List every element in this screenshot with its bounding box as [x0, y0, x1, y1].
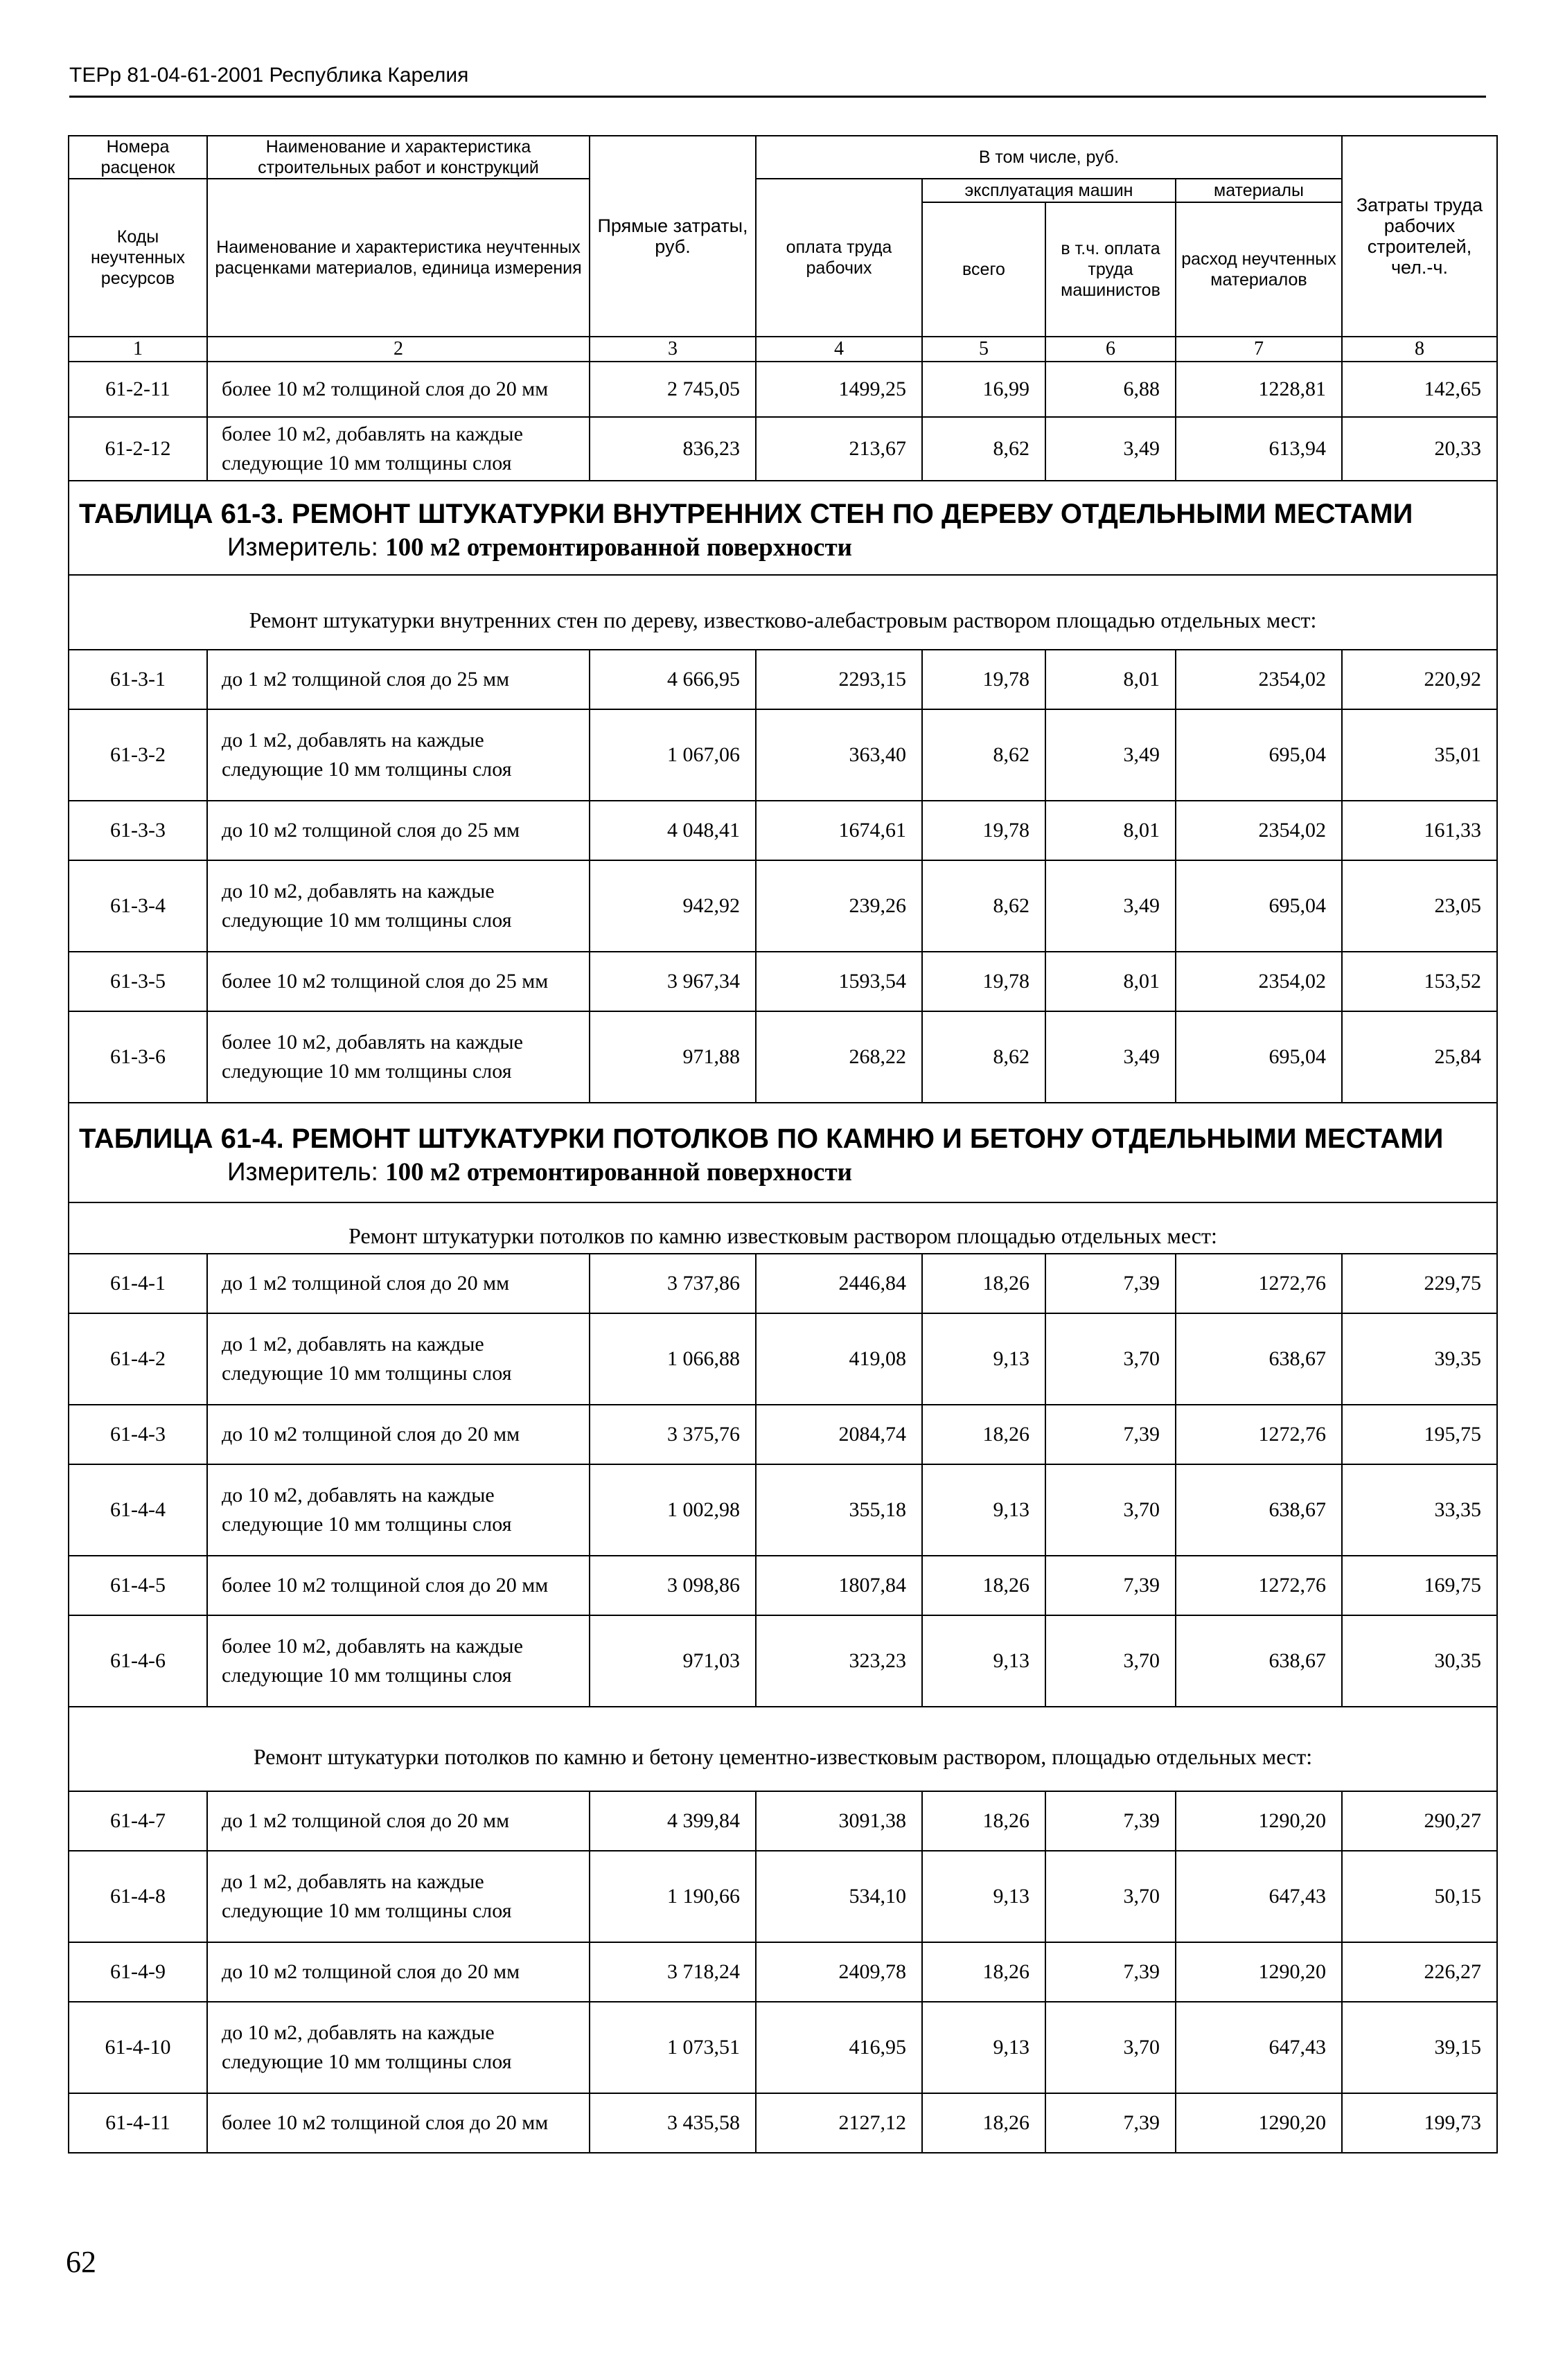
materials-cell: 1290,20	[1176, 2093, 1342, 2153]
direct-costs-cell: 1 067,06	[590, 709, 756, 801]
labor-cell: 199,73	[1342, 2093, 1497, 2153]
machines-cell: 9,13	[922, 2002, 1045, 2093]
work-description: более 10 м2, добавлять на каждые следующие 10 мм толщины слоя	[207, 417, 590, 481]
labor-cell: 226,27	[1342, 1942, 1497, 2002]
rate-code: 61-4-3	[69, 1405, 207, 1464]
direct-costs-cell: 4 666,95	[590, 650, 756, 709]
wages-cell: 355,18	[756, 1464, 922, 1556]
wages-cell: 1499,25	[756, 362, 922, 417]
labor-cell: 39,35	[1342, 1313, 1497, 1405]
machines-wages-cell: 7,39	[1045, 1942, 1176, 2002]
col-number: 7	[1176, 337, 1342, 362]
hdr-materials-unaccounted: расход неучтенных материалов	[1176, 202, 1342, 337]
machines-cell: 18,26	[922, 1405, 1045, 1464]
materials-cell: 1290,20	[1176, 1791, 1342, 1851]
materials-cell: 2354,02	[1176, 801, 1342, 860]
rate-code: 61-4-4	[69, 1464, 207, 1556]
work-description: более 10 м2 толщиной слоя до 20 мм	[207, 362, 590, 417]
machines-cell: 9,13	[922, 1851, 1045, 1942]
table-row	[69, 1254, 1497, 1313]
rate-code: 61-4-9	[69, 1942, 207, 2002]
machines-wages-cell: 8,01	[1045, 952, 1176, 1011]
machines-cell: 9,13	[922, 1615, 1045, 1707]
machines-wages-cell: 7,39	[1045, 2093, 1176, 2153]
wages-cell: 268,22	[756, 1011, 922, 1103]
materials-cell: 638,67	[1176, 1615, 1342, 1707]
section-row	[69, 1707, 1497, 1791]
wages-cell: 2409,78	[756, 1942, 922, 2002]
rate-code: 61-3-2	[69, 709, 207, 801]
col-number: 5	[922, 337, 1045, 362]
direct-costs-cell: 3 737,86	[590, 1254, 756, 1313]
machines-cell: 19,78	[922, 650, 1045, 709]
direct-costs-cell: 971,88	[590, 1011, 756, 1103]
work-description: до 1 м2, добавлять на каждые следующие 10 мм толщины слоя	[207, 709, 590, 801]
measure-line	[79, 531, 1487, 565]
table-title-row	[69, 1103, 1497, 1202]
materials-cell: 695,04	[1176, 709, 1342, 801]
direct-costs-cell: 971,03	[590, 1615, 756, 1707]
table-row	[69, 2002, 1497, 2093]
machines-wages-cell: 3,49	[1045, 1011, 1176, 1103]
machines-wages-cell: 7,39	[1045, 1405, 1176, 1464]
machines-cell: 16,99	[922, 362, 1045, 417]
col-number: 8	[1342, 337, 1497, 362]
labor-cell: 39,15	[1342, 2002, 1497, 2093]
machines-cell: 8,62	[922, 709, 1045, 801]
wages-cell: 2084,74	[756, 1405, 922, 1464]
labor-cell: 23,05	[1342, 860, 1497, 952]
rate-code: 61-4-5	[69, 1556, 207, 1615]
rate-code: 61-2-11	[69, 362, 207, 417]
machines-cell: 8,62	[922, 1011, 1045, 1103]
measure-value: 100 м2 отремонтированной поверхности	[385, 1157, 852, 1187]
table-row	[69, 1464, 1497, 1556]
rate-code: 61-4-2	[69, 1313, 207, 1405]
labor-cell: 229,75	[1342, 1254, 1497, 1313]
document-header: ТЕРр 81-04-61-2001 Республика Карелия	[69, 64, 469, 87]
labor-cell: 33,35	[1342, 1464, 1497, 1556]
machines-cell: 9,13	[922, 1464, 1045, 1556]
table-row	[69, 709, 1497, 801]
machines-wages-cell: 3,49	[1045, 417, 1176, 481]
direct-costs-cell: 3 435,58	[590, 2093, 756, 2153]
work-description: более 10 м2, добавлять на каждые следующие 10 мм толщины слоя	[207, 1615, 590, 1707]
rate-code: 61-4-6	[69, 1615, 207, 1707]
materials-cell: 638,67	[1176, 1313, 1342, 1405]
table-title: ТАБЛИЦА 61-3. РЕМОНТ ШТУКАТУРКИ ВНУТРЕННИХ СТЕН ПО ДЕРЕВУ ОТДЕЛЬНЫМИ МЕСТАМИ	[79, 498, 1413, 529]
measure-label: Измеритель:	[227, 532, 378, 561]
materials-cell: 638,67	[1176, 1464, 1342, 1556]
direct-costs-cell: 2 745,05	[590, 362, 756, 417]
hdr-resource-codes: Коды неучтенных ресурсов	[69, 179, 207, 337]
wages-cell: 1807,84	[756, 1556, 922, 1615]
section-row	[69, 575, 1497, 650]
work-description: до 10 м2 толщиной слоя до 25 мм	[207, 801, 590, 860]
direct-costs-cell: 3 967,34	[590, 952, 756, 1011]
labor-cell: 153,52	[1342, 952, 1497, 1011]
section-heading: Ремонт штукатурки потолков по камню и бетону цементно-известковым раствором, площадью отдельных мест:	[69, 1707, 1497, 1791]
work-description: более 10 м2 толщиной слоя до 20 мм	[207, 1556, 590, 1615]
work-description: до 10 м2, добавлять на каждые следующие 10 мм толщины слоя	[207, 860, 590, 952]
machines-cell: 18,26	[922, 1791, 1045, 1851]
hdr-direct-costs: Прямые затраты, руб.	[590, 136, 756, 337]
table-row	[69, 362, 1497, 417]
machines-wages-cell: 7,39	[1045, 1791, 1176, 1851]
hdr-machines: эксплуатация машин	[922, 179, 1176, 202]
wages-cell: 419,08	[756, 1313, 922, 1405]
work-description: до 1 м2 толщиной слоя до 20 мм	[207, 1254, 590, 1313]
measure-label: Измеритель:	[227, 1157, 378, 1186]
machines-cell: 9,13	[922, 1313, 1045, 1405]
work-description: до 10 м2 толщиной слоя до 20 мм	[207, 1942, 590, 2002]
machines-wages-cell: 3,70	[1045, 1851, 1176, 1942]
table-row	[69, 952, 1497, 1011]
materials-cell: 695,04	[1176, 860, 1342, 952]
materials-cell: 695,04	[1176, 1011, 1342, 1103]
section-row	[69, 1202, 1497, 1254]
hdr-wages: оплата труда рабочих	[756, 179, 922, 337]
wages-cell: 363,40	[756, 709, 922, 801]
hdr-in-that: В том числе, руб.	[756, 136, 1342, 179]
rate-code: 61-3-6	[69, 1011, 207, 1103]
machines-wages-cell: 7,39	[1045, 1556, 1176, 1615]
machines-wages-cell: 3,70	[1045, 1313, 1176, 1405]
labor-cell: 25,84	[1342, 1011, 1497, 1103]
rate-code: 61-3-3	[69, 801, 207, 860]
wages-cell: 239,26	[756, 860, 922, 952]
section-heading: Ремонт штукатурки потолков по камню известковым раствором площадью отдельных мест:	[69, 1202, 1497, 1254]
labor-cell: 290,27	[1342, 1791, 1497, 1851]
hdr-work-name: Наименование и характеристика строительных работ и конструкций	[207, 136, 590, 179]
materials-cell: 1228,81	[1176, 362, 1342, 417]
labor-cell: 169,75	[1342, 1556, 1497, 1615]
work-description: до 1 м2, добавлять на каждые следующие 10 мм толщины слоя	[207, 1313, 590, 1405]
labor-cell: 142,65	[1342, 362, 1497, 417]
rates-table	[68, 135, 1498, 2153]
materials-cell: 1272,76	[1176, 1254, 1342, 1313]
section-heading: Ремонт штукатурки внутренних стен по дереву, известково-алебастровым раствором площадью отдельных мест:	[69, 575, 1497, 650]
wages-cell: 213,67	[756, 417, 922, 481]
materials-cell: 2354,02	[1176, 952, 1342, 1011]
wages-cell: 534,10	[756, 1851, 922, 1942]
materials-cell: 1272,76	[1176, 1405, 1342, 1464]
table-title: ТАБЛИЦА 61-4. РЕМОНТ ШТУКАТУРКИ ПОТОЛКОВ ПО КАМНЮ И БЕТОНУ ОТДЕЛЬНЫМИ МЕСТАМИ	[79, 1123, 1444, 1154]
direct-costs-cell: 1 190,66	[590, 1851, 756, 1942]
wages-cell: 323,23	[756, 1615, 922, 1707]
machines-cell: 18,26	[922, 2093, 1045, 2153]
rate-code: 61-3-5	[69, 952, 207, 1011]
hdr-machines-wages: в т.ч. оплата труда машинистов	[1045, 202, 1176, 337]
direct-costs-cell: 1 066,88	[590, 1313, 756, 1405]
wages-cell: 1593,54	[756, 952, 922, 1011]
table-row	[69, 801, 1497, 860]
header-rule	[69, 96, 1486, 98]
col-number: 1	[69, 337, 207, 362]
materials-cell: 2354,02	[1176, 650, 1342, 709]
wages-cell: 2293,15	[756, 650, 922, 709]
wages-cell: 2446,84	[756, 1254, 922, 1313]
table-row	[69, 1791, 1497, 1851]
col-number: 2	[207, 337, 590, 362]
hdr-machines-total: всего	[922, 202, 1045, 337]
machines-cell: 18,26	[922, 1254, 1045, 1313]
machines-wages-cell: 6,88	[1045, 362, 1176, 417]
machines-cell: 19,78	[922, 801, 1045, 860]
hdr-labor: Затраты труда рабочих строителей, чел.-ч.	[1342, 136, 1497, 337]
hdr-material-name: Наименование и характеристика неучтенных расценками материалов, единица измерения	[207, 179, 590, 337]
direct-costs-cell: 3 718,24	[590, 1942, 756, 2002]
table-row	[69, 417, 1497, 481]
machines-wages-cell: 8,01	[1045, 801, 1176, 860]
direct-costs-cell: 4 048,41	[590, 801, 756, 860]
page-number: 62	[66, 2245, 96, 2279]
rate-code: 61-3-4	[69, 860, 207, 952]
work-description: более 10 м2 толщиной слоя до 20 мм	[207, 2093, 590, 2153]
work-description: до 1 м2 толщиной слоя до 25 мм	[207, 650, 590, 709]
rate-code: 61-4-7	[69, 1791, 207, 1851]
rate-code: 61-4-10	[69, 2002, 207, 2093]
table-row	[69, 1556, 1497, 1615]
materials-cell: 647,43	[1176, 1851, 1342, 1942]
machines-cell: 19,78	[922, 952, 1045, 1011]
direct-costs-cell: 1 073,51	[590, 2002, 756, 2093]
rate-code: 61-4-1	[69, 1254, 207, 1313]
measure-value: 100 м2 отремонтированной поверхности	[385, 533, 852, 562]
machines-wages-cell: 3,70	[1045, 1615, 1176, 1707]
machines-cell: 8,62	[922, 860, 1045, 952]
machines-cell: 8,62	[922, 417, 1045, 481]
labor-cell: 20,33	[1342, 417, 1497, 481]
labor-cell: 35,01	[1342, 709, 1497, 801]
labor-cell: 161,33	[1342, 801, 1497, 860]
table-row	[69, 860, 1497, 952]
work-description: более 10 м2, добавлять на каждые следующие 10 мм толщины слоя	[207, 1011, 590, 1103]
work-description: более 10 м2 толщиной слоя до 25 мм	[207, 952, 590, 1011]
rate-code: 61-2-12	[69, 417, 207, 481]
direct-costs-cell: 1 002,98	[590, 1464, 756, 1556]
table-row	[69, 1851, 1497, 1942]
wages-cell: 2127,12	[756, 2093, 922, 2153]
materials-cell: 1272,76	[1176, 1556, 1342, 1615]
table-61-3-heading	[69, 481, 1497, 575]
hdr-materials: материалы	[1176, 179, 1342, 202]
table-61-4-heading	[69, 1103, 1497, 1202]
measure-line	[79, 1155, 1487, 1189]
labor-cell: 30,35	[1342, 1615, 1497, 1707]
rate-code: 61-4-11	[69, 2093, 207, 2153]
table-row	[69, 2093, 1497, 2153]
machines-wages-cell: 8,01	[1045, 650, 1176, 709]
machines-cell: 18,26	[922, 1942, 1045, 2002]
labor-cell: 220,92	[1342, 650, 1497, 709]
table-row	[69, 1615, 1497, 1707]
machines-cell: 18,26	[922, 1556, 1045, 1615]
materials-cell: 647,43	[1176, 2002, 1342, 2093]
work-description: до 1 м2 толщиной слоя до 20 мм	[207, 1791, 590, 1851]
col-number: 4	[756, 337, 922, 362]
table-row	[69, 1942, 1497, 2002]
wages-cell: 416,95	[756, 2002, 922, 2093]
direct-costs-cell: 3 098,86	[590, 1556, 756, 1615]
work-description: до 10 м2 толщиной слоя до 20 мм	[207, 1405, 590, 1464]
labor-cell: 195,75	[1342, 1405, 1497, 1464]
wages-cell: 3091,38	[756, 1791, 922, 1851]
machines-wages-cell: 3,70	[1045, 2002, 1176, 2093]
table-row	[69, 1405, 1497, 1464]
rate-code: 61-3-1	[69, 650, 207, 709]
materials-cell: 1290,20	[1176, 1942, 1342, 2002]
table-row	[69, 1313, 1497, 1405]
machines-wages-cell: 3,70	[1045, 1464, 1176, 1556]
hdr-rate-numbers: Номера расценок	[69, 136, 207, 179]
work-description: до 10 м2, добавлять на каждые следующие 10 мм толщины слоя	[207, 2002, 590, 2093]
direct-costs-cell: 942,92	[590, 860, 756, 952]
machines-wages-cell: 7,39	[1045, 1254, 1176, 1313]
table-title-row	[69, 481, 1497, 575]
labor-cell: 50,15	[1342, 1851, 1497, 1942]
wages-cell: 1674,61	[756, 801, 922, 860]
direct-costs-cell: 3 375,76	[590, 1405, 756, 1464]
machines-wages-cell: 3,49	[1045, 860, 1176, 952]
rate-code: 61-4-8	[69, 1851, 207, 1942]
materials-cell: 613,94	[1176, 417, 1342, 481]
direct-costs-cell: 4 399,84	[590, 1791, 756, 1851]
table-row	[69, 1011, 1497, 1103]
work-description: до 10 м2, добавлять на каждые следующие 10 мм толщины слоя	[207, 1464, 590, 1556]
direct-costs-cell: 836,23	[590, 417, 756, 481]
machines-wages-cell: 3,49	[1045, 709, 1176, 801]
work-description: до 1 м2, добавлять на каждые следующие 10 мм толщины слоя	[207, 1851, 590, 1942]
col-number: 6	[1045, 337, 1176, 362]
col-number: 3	[590, 337, 756, 362]
table-row	[69, 650, 1497, 709]
